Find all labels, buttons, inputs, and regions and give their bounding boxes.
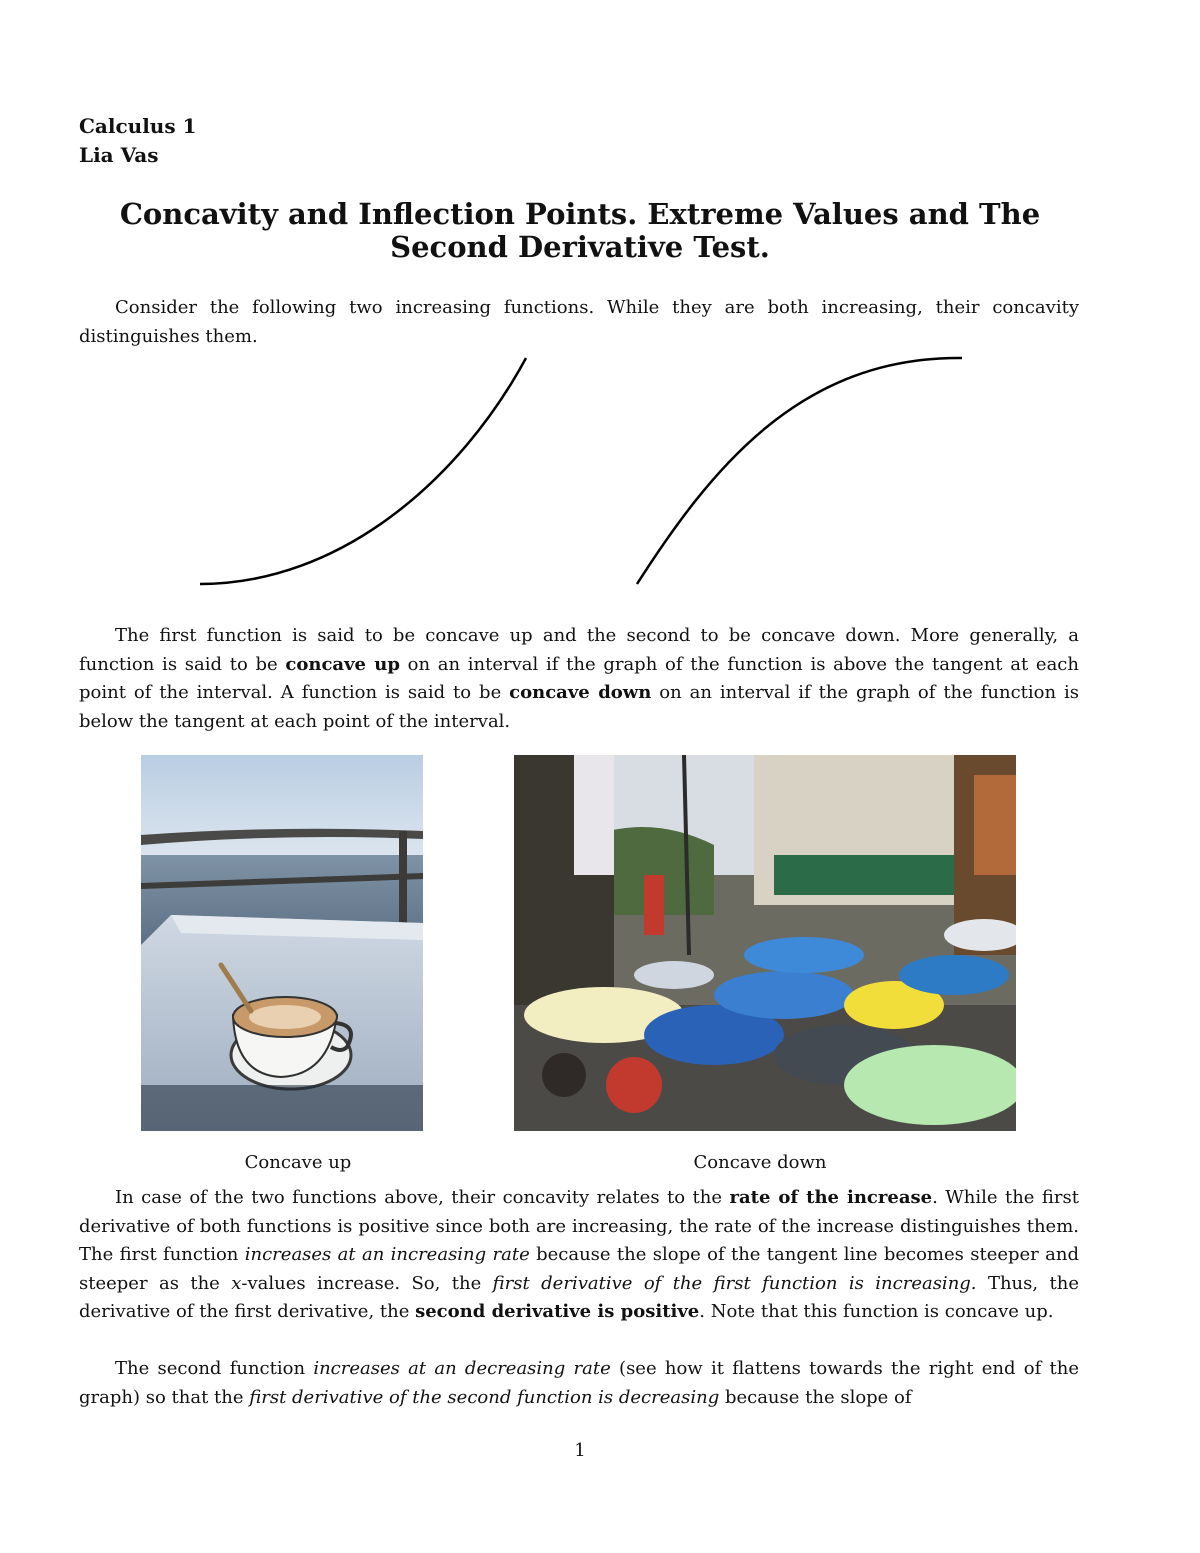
emphasis-first-derivative-increasing: first derivative of the first function is increasing. [492, 1272, 977, 1294]
paragraph-text: In case of the two functions above, their concavity relates to the [115, 1187, 730, 1208]
emphasis-decreasing-rate: increases at an decreasing rate [313, 1358, 611, 1379]
term-second-derivative-positive: second derivative is positive [415, 1301, 700, 1323]
term-concave-down: concave down [509, 682, 652, 704]
definition-paragraph [79, 622, 1079, 736]
author-name: Lia Vas [79, 143, 159, 167]
page-number: 1 [574, 1440, 586, 1461]
document-header [79, 112, 196, 170]
paragraph-text: Thus, the derivative of the first derivative, the [79, 1272, 1079, 1323]
concavity-curves-figure [190, 350, 980, 600]
course-name: Calculus 1 [79, 114, 197, 138]
coffee-cup-photo [141, 755, 423, 1131]
emphasis-first-derivative-decreasing: first derivative of the second function is decreasing [249, 1386, 720, 1408]
page-title [60, 198, 1100, 264]
title-line-2: Second Derivative Test. [390, 230, 770, 264]
paragraph-text: (see how it flattens towards the right end of the graph) so that the [79, 1358, 1079, 1408]
definition-text: The first function is said to be concave up and the second to be concave down. More generally, a function is said to be [79, 625, 1079, 675]
paragraph-text: -values increase. So, the [241, 1272, 493, 1294]
caption-concave-down: Concave down [693, 1152, 827, 1173]
rate-paragraph [79, 1184, 1079, 1327]
title-line-1: Concavity and Inflection Points. Extreme Values and The [119, 197, 1041, 231]
umbrellas-photo [514, 755, 1016, 1131]
term-concave-up: concave up [285, 653, 400, 675]
concave-up-curve [200, 358, 526, 584]
concave-down-curve [637, 358, 962, 584]
caption-concave-up: Concave up [244, 1152, 352, 1173]
paragraph-text: because the slope of [719, 1386, 912, 1408]
paragraph-text: The second function [115, 1358, 314, 1379]
intro-paragraph: Consider the following two increasing functions. While they are both increasing, their concavity distinguishes them. [79, 297, 1079, 347]
term-rate-of-increase: rate of the increase [729, 1187, 933, 1208]
second-function-paragraph [79, 1355, 1079, 1412]
definition-text: on an interval if the graph of the function is above the tangent at each point of the interval. A function is said to be [79, 653, 1079, 704]
emphasis-increasing-rate: increases at an increasing rate [244, 1244, 530, 1266]
paragraph-text: . While the first derivative of both functions is positive since both are increasing, the rate of the increase distinguishes them. The first function [79, 1187, 1079, 1266]
paragraph-text: . Note that this function is concave up. [699, 1301, 1054, 1323]
definition-text: on an interval if the graph of the function is below the tangent at each point of the interval. [79, 682, 1079, 732]
variable-x: x [231, 1272, 242, 1294]
paragraph-text: because the slope of the tangent line becomes steeper and steeper as the [79, 1244, 1079, 1294]
